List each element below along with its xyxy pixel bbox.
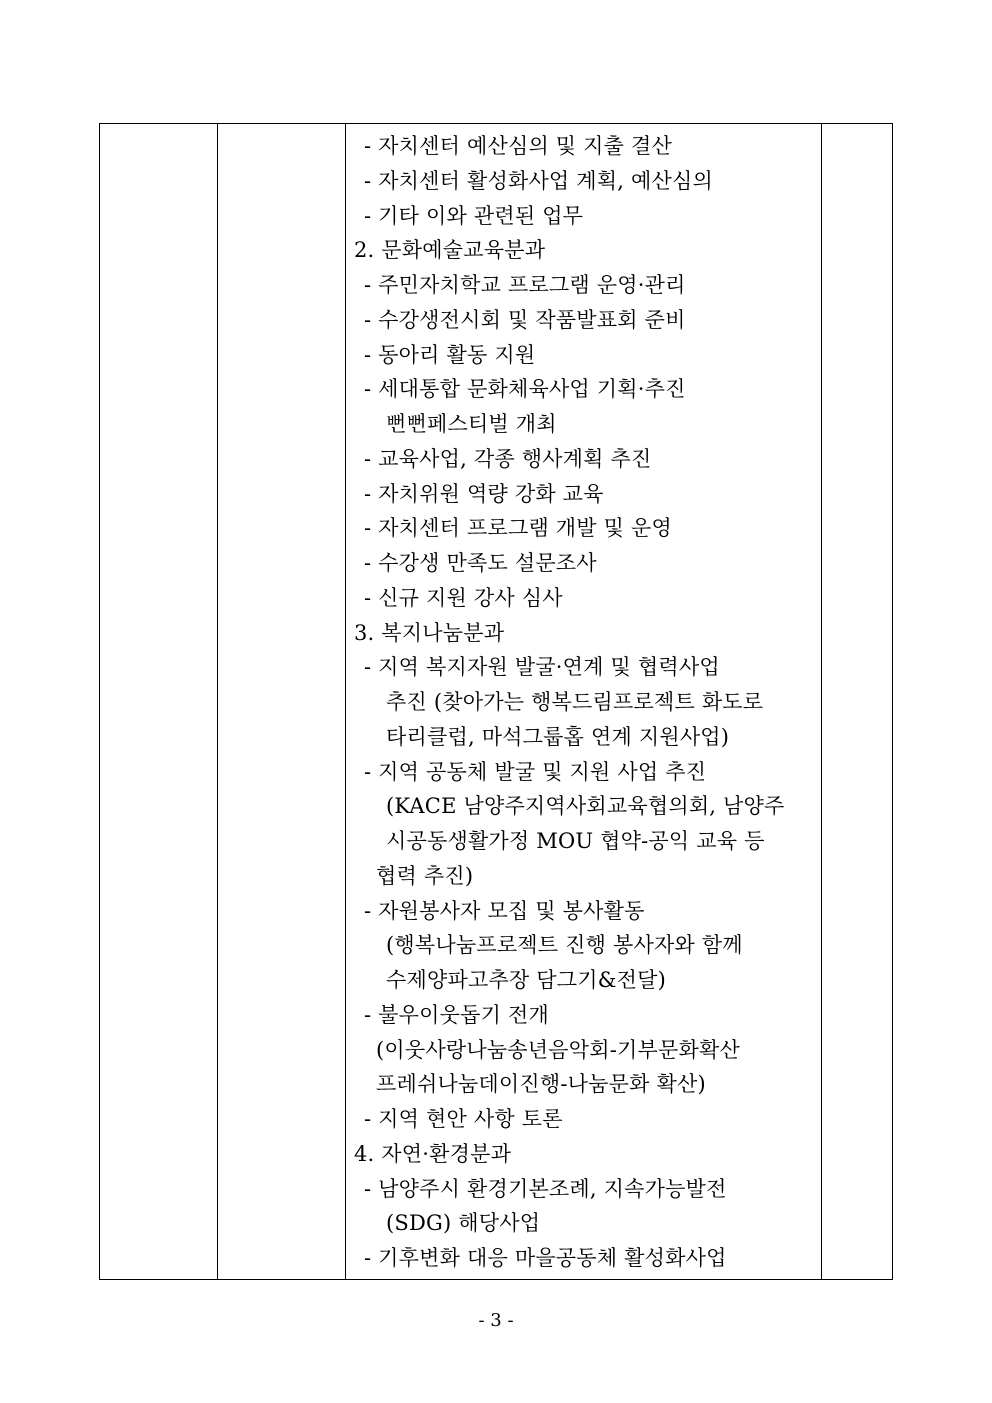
content-line: - 신규 지원 강사 심사 xyxy=(364,585,563,610)
content-line: - 자치센터 활성화사업 계획, 예산심의 xyxy=(364,168,713,193)
page-number: - 3 - xyxy=(478,1310,514,1331)
content-line: 시공동생활가정 MOU 협약-공익 교육 등 xyxy=(386,829,765,853)
content-line: 3. 복지나눔분과 xyxy=(354,620,505,645)
content-line: - 불우이웃돕기 전개 xyxy=(364,1002,549,1027)
content-line: 프레쉬나눔데이진행-나눔문화 확산) xyxy=(376,1072,706,1097)
content-line: 타리클럽, 마석그룹홉 연계 지원사업) xyxy=(386,724,730,749)
content-line: (KACE 남양주지역사회교육협의회, 남양주 xyxy=(386,794,785,819)
content-line: 수제양파고추장 담그기&전달) xyxy=(386,968,666,992)
content-line: (행복나눔프로젝트 진행 봉사자와 함께 xyxy=(386,933,743,958)
content-line: - 교육사업, 각종 행사계획 추진 xyxy=(364,446,652,471)
content-line: - 남양주시 환경기본조례, 지속가능발전 xyxy=(364,1176,727,1201)
content-line: (SDG) 해당사업 xyxy=(386,1211,541,1236)
content-line: - 수강생전시회 및 작품발표회 준비 xyxy=(364,307,686,332)
content-line: - 지역 복지자원 발굴·연계 및 협력사업 xyxy=(364,655,720,680)
content-line: 협력 추진) xyxy=(376,863,474,888)
content-line: 뻔뻔페스티벌 개최 xyxy=(386,412,557,436)
content-line: - 주민자치학교 프로그램 운영·관리 xyxy=(364,273,686,297)
content-line: - 동아리 활동 지원 xyxy=(364,342,536,367)
content-line: 2. 문화예술교육분과 xyxy=(354,238,546,263)
content-line: (이웃사랑나눔송년음악회-기부문화확산 xyxy=(376,1037,740,1062)
content-line: - 세대통합 문화체육사업 기획·추진 xyxy=(364,377,686,402)
content-line: - 자치센터 프로그램 개발 및 운영 xyxy=(364,516,672,541)
content-cell xyxy=(100,124,892,1279)
content-line: - 지역 공동체 발굴 및 지원 사업 추진 xyxy=(364,759,707,784)
content-line: 추진 (찾아가는 행복드림프로젝트 화도로 xyxy=(386,690,764,714)
content-line: - 자치센터 예산심의 및 지출 결산 xyxy=(364,134,672,158)
content-line: - 기타 이와 관련된 업무 xyxy=(364,203,584,228)
document-table xyxy=(99,123,893,1280)
content-line: - 지역 현안 사항 토론 xyxy=(364,1107,563,1131)
content-line: - 자원봉사자 모집 및 봉사활동 xyxy=(364,898,645,923)
content-line: 4. 자연·환경분과 xyxy=(354,1141,512,1166)
content-line: - 기후변화 대응 마을공동체 활성화사업 xyxy=(364,1246,727,1270)
content-line: - 자치위원 역량 강화 교육 xyxy=(364,481,604,506)
content-line: - 수강생 만족도 설문조사 xyxy=(364,551,597,575)
